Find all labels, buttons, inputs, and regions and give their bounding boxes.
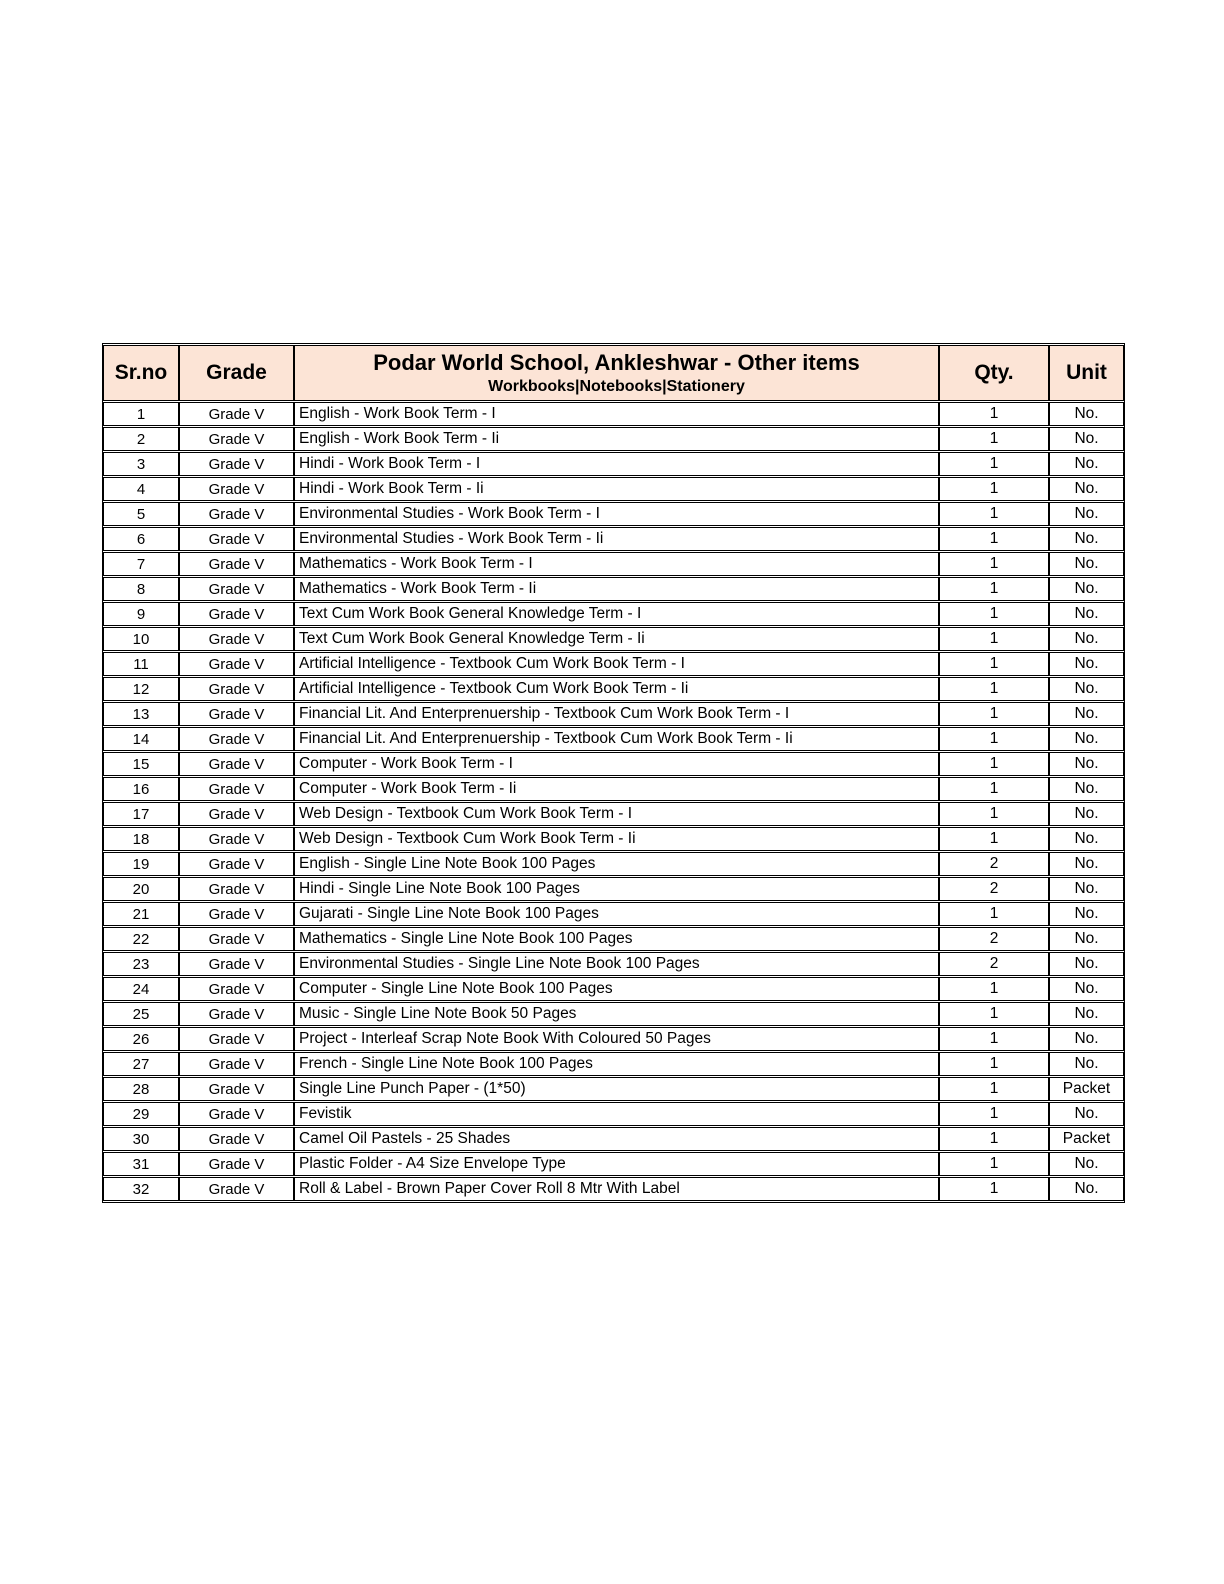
cell-grade: Grade V bbox=[179, 402, 294, 426]
cell-grade: Grade V bbox=[179, 1077, 294, 1101]
cell-srno: 27 bbox=[103, 1052, 179, 1076]
table-row bbox=[103, 802, 1124, 826]
cell-unit: No. bbox=[1049, 1027, 1124, 1051]
table-row bbox=[103, 1027, 1124, 1051]
cell-qty: 2 bbox=[939, 927, 1049, 951]
cell-qty: 1 bbox=[939, 677, 1049, 701]
cell-srno: 32 bbox=[103, 1177, 179, 1201]
cell-unit: No. bbox=[1049, 427, 1124, 451]
cell-unit: No. bbox=[1049, 1177, 1124, 1201]
header-row bbox=[103, 345, 1124, 401]
cell-qty: 1 bbox=[939, 752, 1049, 776]
cell-unit: No. bbox=[1049, 1102, 1124, 1126]
cell-qty: 1 bbox=[939, 1152, 1049, 1176]
cell-item: Hindi - Single Line Note Book 100 Pages bbox=[294, 877, 939, 901]
cell-grade: Grade V bbox=[179, 477, 294, 501]
cell-qty: 1 bbox=[939, 902, 1049, 926]
table-row bbox=[103, 1152, 1124, 1176]
cell-grade: Grade V bbox=[179, 527, 294, 551]
cell-item: Music - Single Line Note Book 50 Pages bbox=[294, 1002, 939, 1026]
cell-unit: No. bbox=[1049, 477, 1124, 501]
cell-grade: Grade V bbox=[179, 652, 294, 676]
cell-unit: Packet bbox=[1049, 1127, 1124, 1151]
cell-item: Environmental Studies - Single Line Note Book 100 Pages bbox=[294, 952, 939, 976]
cell-grade: Grade V bbox=[179, 552, 294, 576]
table-row bbox=[103, 902, 1124, 926]
cell-item: Artificial Intelligence - Textbook Cum Work Book Term - I bbox=[294, 652, 939, 676]
cell-item: Financial Lit. And Enterprenuership - Textbook Cum Work Book Term - I bbox=[294, 702, 939, 726]
cell-qty: 1 bbox=[939, 1052, 1049, 1076]
cell-item: Project - Interleaf Scrap Note Book With Coloured 50 Pages bbox=[294, 1027, 939, 1051]
cell-srno: 3 bbox=[103, 452, 179, 476]
cell-srno: 9 bbox=[103, 602, 179, 626]
cell-item: Environmental Studies - Work Book Term - Ii bbox=[294, 527, 939, 551]
cell-unit: No. bbox=[1049, 402, 1124, 426]
table-row bbox=[103, 752, 1124, 776]
cell-srno: 26 bbox=[103, 1027, 179, 1051]
cell-unit: Packet bbox=[1049, 1077, 1124, 1101]
cell-srno: 22 bbox=[103, 927, 179, 951]
cell-grade: Grade V bbox=[179, 852, 294, 876]
cell-item: Environmental Studies - Work Book Term - I bbox=[294, 502, 939, 526]
cell-unit: No. bbox=[1049, 702, 1124, 726]
cell-item: Mathematics - Work Book Term - I bbox=[294, 552, 939, 576]
table-row bbox=[103, 1177, 1124, 1201]
cell-unit: No. bbox=[1049, 452, 1124, 476]
supply-list-table bbox=[102, 343, 1125, 1203]
cell-item: Camel Oil Pastels - 25 Shades bbox=[294, 1127, 939, 1151]
cell-srno: 11 bbox=[103, 652, 179, 676]
cell-item: Single Line Punch Paper - (1*50) bbox=[294, 1077, 939, 1101]
table-row bbox=[103, 652, 1124, 676]
table-row bbox=[103, 1002, 1124, 1026]
table-row bbox=[103, 927, 1124, 951]
cell-srno: 15 bbox=[103, 752, 179, 776]
cell-srno: 12 bbox=[103, 677, 179, 701]
cell-grade: Grade V bbox=[179, 1052, 294, 1076]
table-row bbox=[103, 452, 1124, 476]
cell-srno: 31 bbox=[103, 1152, 179, 1176]
cell-grade: Grade V bbox=[179, 1177, 294, 1201]
cell-unit: No. bbox=[1049, 802, 1124, 826]
cell-item: Artificial Intelligence - Textbook Cum Work Book Term - Ii bbox=[294, 677, 939, 701]
table-row bbox=[103, 1052, 1124, 1076]
cell-unit: No. bbox=[1049, 927, 1124, 951]
cell-grade: Grade V bbox=[179, 1027, 294, 1051]
table-row bbox=[103, 702, 1124, 726]
cell-qty: 1 bbox=[939, 527, 1049, 551]
cell-qty: 1 bbox=[939, 427, 1049, 451]
table-body bbox=[103, 402, 1124, 1201]
cell-item: Text Cum Work Book General Knowledge Term - Ii bbox=[294, 627, 939, 651]
table-row bbox=[103, 877, 1124, 901]
cell-grade: Grade V bbox=[179, 577, 294, 601]
cell-unit: No. bbox=[1049, 502, 1124, 526]
cell-item: Roll & Label - Brown Paper Cover Roll 8 Mtr With Label bbox=[294, 1177, 939, 1201]
cell-srno: 21 bbox=[103, 902, 179, 926]
table-title: Podar World School, Ankleshwar - Other items bbox=[373, 350, 860, 376]
cell-qty: 1 bbox=[939, 727, 1049, 751]
cell-unit: No. bbox=[1049, 577, 1124, 601]
cell-unit: No. bbox=[1049, 852, 1124, 876]
column-header-srno: Sr.no bbox=[103, 345, 179, 401]
cell-qty: 1 bbox=[939, 502, 1049, 526]
table-row bbox=[103, 627, 1124, 651]
table-row bbox=[103, 527, 1124, 551]
cell-qty: 1 bbox=[939, 1077, 1049, 1101]
cell-srno: 28 bbox=[103, 1077, 179, 1101]
cell-qty: 1 bbox=[939, 1102, 1049, 1126]
cell-grade: Grade V bbox=[179, 602, 294, 626]
cell-qty: 1 bbox=[939, 1002, 1049, 1026]
cell-qty: 1 bbox=[939, 802, 1049, 826]
cell-grade: Grade V bbox=[179, 702, 294, 726]
table-row bbox=[103, 1127, 1124, 1151]
table-row bbox=[103, 477, 1124, 501]
cell-unit: No. bbox=[1049, 677, 1124, 701]
cell-grade: Grade V bbox=[179, 677, 294, 701]
cell-unit: No. bbox=[1049, 527, 1124, 551]
cell-qty: 2 bbox=[939, 952, 1049, 976]
cell-unit: No. bbox=[1049, 627, 1124, 651]
cell-unit: No. bbox=[1049, 877, 1124, 901]
cell-qty: 1 bbox=[939, 452, 1049, 476]
cell-qty: 1 bbox=[939, 627, 1049, 651]
cell-srno: 17 bbox=[103, 802, 179, 826]
cell-item: English - Single Line Note Book 100 Pages bbox=[294, 852, 939, 876]
cell-item: English - Work Book Term - Ii bbox=[294, 427, 939, 451]
cell-item: Computer - Work Book Term - Ii bbox=[294, 777, 939, 801]
cell-unit: No. bbox=[1049, 952, 1124, 976]
cell-srno: 23 bbox=[103, 952, 179, 976]
table-row bbox=[103, 402, 1124, 426]
cell-srno: 19 bbox=[103, 852, 179, 876]
column-header-grade: Grade bbox=[179, 345, 294, 401]
table-row bbox=[103, 827, 1124, 851]
cell-qty: 1 bbox=[939, 777, 1049, 801]
cell-grade: Grade V bbox=[179, 1102, 294, 1126]
table-row bbox=[103, 552, 1124, 576]
cell-unit: No. bbox=[1049, 1152, 1124, 1176]
cell-srno: 30 bbox=[103, 1127, 179, 1151]
cell-qty: 1 bbox=[939, 477, 1049, 501]
cell-srno: 6 bbox=[103, 527, 179, 551]
table-row bbox=[103, 602, 1124, 626]
cell-srno: 2 bbox=[103, 427, 179, 451]
cell-item: Fevistik bbox=[294, 1102, 939, 1126]
cell-item: French - Single Line Note Book 100 Pages bbox=[294, 1052, 939, 1076]
cell-unit: No. bbox=[1049, 1002, 1124, 1026]
cell-item: Gujarati - Single Line Note Book 100 Pages bbox=[294, 902, 939, 926]
cell-grade: Grade V bbox=[179, 427, 294, 451]
cell-unit: No. bbox=[1049, 902, 1124, 926]
cell-srno: 20 bbox=[103, 877, 179, 901]
cell-unit: No. bbox=[1049, 727, 1124, 751]
cell-item: Hindi - Work Book Term - I bbox=[294, 452, 939, 476]
cell-unit: No. bbox=[1049, 777, 1124, 801]
table-row bbox=[103, 1102, 1124, 1126]
cell-srno: 25 bbox=[103, 1002, 179, 1026]
table-row bbox=[103, 677, 1124, 701]
cell-item: Web Design - Textbook Cum Work Book Term - I bbox=[294, 802, 939, 826]
cell-item: Computer - Single Line Note Book 100 Pages bbox=[294, 977, 939, 1001]
cell-qty: 1 bbox=[939, 552, 1049, 576]
cell-item: Plastic Folder - A4 Size Envelope Type bbox=[294, 1152, 939, 1176]
cell-unit: No. bbox=[1049, 1052, 1124, 1076]
cell-item: Computer - Work Book Term - I bbox=[294, 752, 939, 776]
cell-srno: 8 bbox=[103, 577, 179, 601]
cell-qty: 2 bbox=[939, 877, 1049, 901]
cell-grade: Grade V bbox=[179, 627, 294, 651]
cell-grade: Grade V bbox=[179, 902, 294, 926]
cell-grade: Grade V bbox=[179, 752, 294, 776]
cell-grade: Grade V bbox=[179, 952, 294, 976]
cell-qty: 1 bbox=[939, 702, 1049, 726]
cell-srno: 10 bbox=[103, 627, 179, 651]
cell-srno: 24 bbox=[103, 977, 179, 1001]
cell-unit: No. bbox=[1049, 552, 1124, 576]
cell-grade: Grade V bbox=[179, 1152, 294, 1176]
cell-srno: 29 bbox=[103, 1102, 179, 1126]
cell-qty: 1 bbox=[939, 577, 1049, 601]
cell-grade: Grade V bbox=[179, 977, 294, 1001]
cell-unit: No. bbox=[1049, 977, 1124, 1001]
cell-qty: 1 bbox=[939, 602, 1049, 626]
cell-qty: 2 bbox=[939, 852, 1049, 876]
cell-qty: 1 bbox=[939, 1177, 1049, 1201]
cell-grade: Grade V bbox=[179, 502, 294, 526]
cell-unit: No. bbox=[1049, 827, 1124, 851]
column-header-qty: Qty. bbox=[939, 345, 1049, 401]
cell-item: Mathematics - Single Line Note Book 100 Pages bbox=[294, 927, 939, 951]
cell-qty: 1 bbox=[939, 1127, 1049, 1151]
cell-item: English - Work Book Term - I bbox=[294, 402, 939, 426]
cell-grade: Grade V bbox=[179, 827, 294, 851]
cell-qty: 1 bbox=[939, 1027, 1049, 1051]
cell-item: Web Design - Textbook Cum Work Book Term - Ii bbox=[294, 827, 939, 851]
cell-srno: 18 bbox=[103, 827, 179, 851]
table-row bbox=[103, 952, 1124, 976]
cell-grade: Grade V bbox=[179, 1002, 294, 1026]
table-subtitle: Workbooks|Notebooks|Stationery bbox=[488, 377, 745, 395]
column-header-items bbox=[294, 345, 939, 401]
cell-grade: Grade V bbox=[179, 777, 294, 801]
cell-qty: 1 bbox=[939, 977, 1049, 1001]
cell-unit: No. bbox=[1049, 602, 1124, 626]
cell-srno: 4 bbox=[103, 477, 179, 501]
table-row bbox=[103, 577, 1124, 601]
cell-grade: Grade V bbox=[179, 802, 294, 826]
table-row bbox=[103, 852, 1124, 876]
cell-srno: 13 bbox=[103, 702, 179, 726]
cell-item: Text Cum Work Book General Knowledge Term - I bbox=[294, 602, 939, 626]
cell-item: Mathematics - Work Book Term - Ii bbox=[294, 577, 939, 601]
table-row bbox=[103, 727, 1124, 751]
cell-srno: 14 bbox=[103, 727, 179, 751]
cell-grade: Grade V bbox=[179, 927, 294, 951]
cell-item: Financial Lit. And Enterprenuership - Textbook Cum Work Book Term - Ii bbox=[294, 727, 939, 751]
cell-grade: Grade V bbox=[179, 1127, 294, 1151]
cell-grade: Grade V bbox=[179, 727, 294, 751]
table-row bbox=[103, 777, 1124, 801]
cell-qty: 1 bbox=[939, 652, 1049, 676]
cell-srno: 7 bbox=[103, 552, 179, 576]
cell-grade: Grade V bbox=[179, 452, 294, 476]
column-header-unit: Unit bbox=[1049, 345, 1124, 401]
table-row bbox=[103, 1077, 1124, 1101]
cell-srno: 1 bbox=[103, 402, 179, 426]
cell-srno: 5 bbox=[103, 502, 179, 526]
table-row bbox=[103, 502, 1124, 526]
cell-grade: Grade V bbox=[179, 877, 294, 901]
cell-qty: 1 bbox=[939, 402, 1049, 426]
table-row bbox=[103, 977, 1124, 1001]
table-row bbox=[103, 427, 1124, 451]
cell-qty: 1 bbox=[939, 827, 1049, 851]
cell-unit: No. bbox=[1049, 652, 1124, 676]
cell-item: Hindi - Work Book Term - Ii bbox=[294, 477, 939, 501]
cell-unit: No. bbox=[1049, 752, 1124, 776]
cell-srno: 16 bbox=[103, 777, 179, 801]
